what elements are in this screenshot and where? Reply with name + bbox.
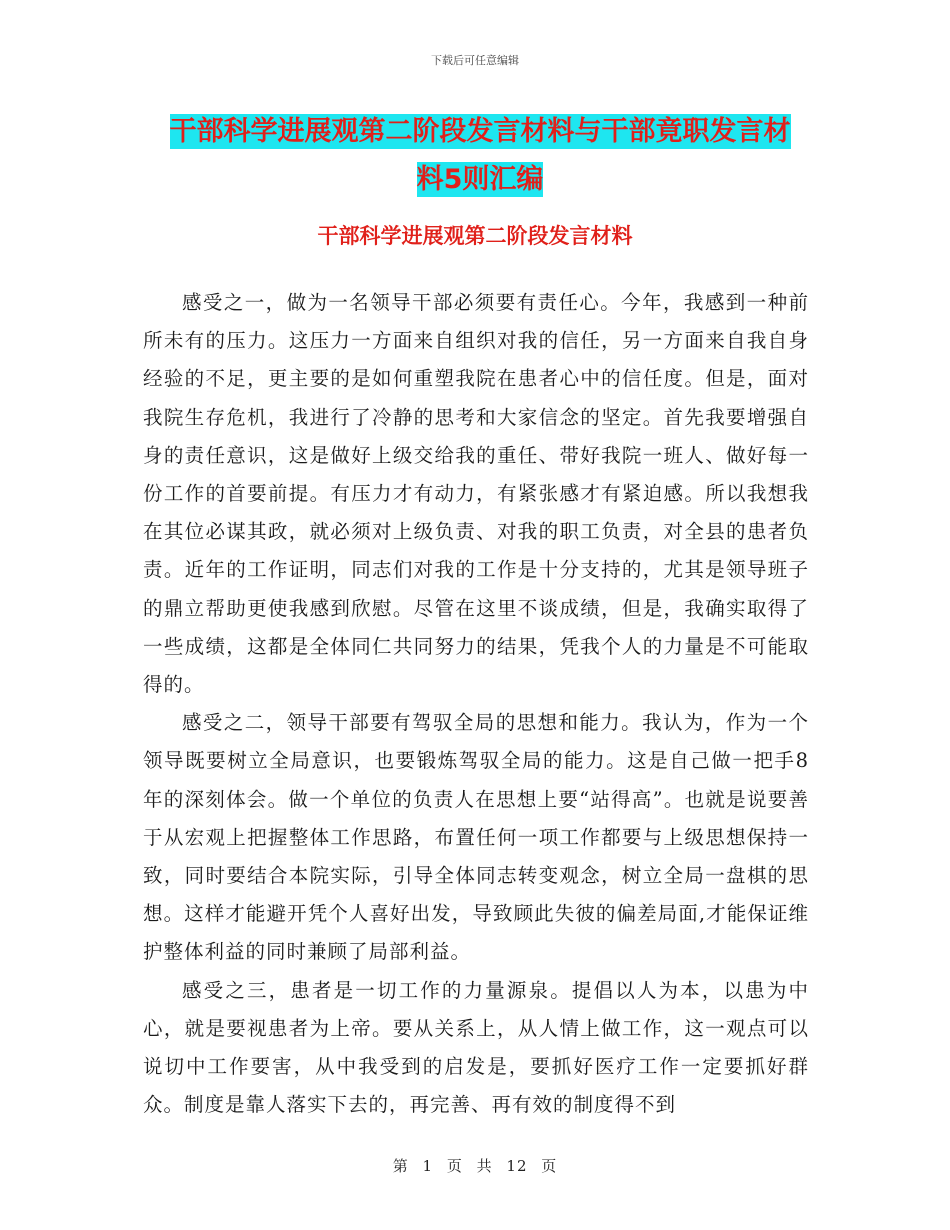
title-line-1: 干部科学进展观第二阶段发言材料与干部竟职发言材	[169, 116, 791, 147]
page-footer	[0, 1155, 950, 1176]
header-note: 下载后可任意编辑	[431, 54, 519, 67]
page-number: 1	[422, 1157, 434, 1175]
paragraph-3: 感受之三，患者是一切工作的力量源泉。提倡以人为本，以患为中心，就是要视患者为上帝。要从关系上，从人情上做工作，这一观点可以说切中工作要害，从中我受到的启发是，要抓好医疗工作一定要抓好群众。制度是靠人落实下去的，再完善、再有效的制度得不到	[143, 978, 809, 1117]
page-total: 12	[506, 1157, 528, 1175]
body-text	[143, 284, 809, 1124]
document-title	[150, 108, 810, 204]
footer-prefix: 第	[392, 1157, 409, 1175]
section-title: 干部科学进展观第二阶段发言材料	[317, 224, 633, 248]
footer-suffix: 页	[541, 1157, 558, 1175]
footer-total-word: 共	[476, 1157, 493, 1175]
title-line-2: 料5则汇编	[416, 164, 544, 195]
paragraph-1: 感受之一，做为一名领导干部必须要有责任心。今年，我感到一种前所未有的压力。这压力一方面来自组织对我的信任，另一方面来自我自身经验的不足，更主要的是如何重塑我院在患者心中的信任度。但是，面对我院生存危机，我进行了冷静的思考和大家信念的坚定。首先我要增强自身的责任意识，这是做好上级交给我的重任、带好我院一班人、做好每一份工作的首要前提。有压力才有动力，有紧张感才有紧迫感。所以我想我在其位必谋其政，就必须对上级负责、对我的职工负责，对全县的患者负责。近年的工作证明，同志们对我的工作是十分支持的，尤其是领导班子的鼎立帮助更使我感到欣慰。尽管在这里不谈成绩，但是，我确实取得了一些成绩，这都是全体同仁共同努力的结果，凭我个人的力量是不可能取得的。	[143, 291, 809, 697]
footer-page-word: 页	[446, 1157, 463, 1175]
paragraph-2: 感受之二，领导干部要有驾驭全局的思想和能力。我认为，作为一个领导既要树立全局意识，也要锻炼驾驭全局的能力。这是自己做一把手8年的深刻体会。做一个单位的负责人在思想上要“站得高”。也就是说要善于从宏观上把握整体工作思路，布置任何一项工作都要与上级思想保持一致，同时要结合本院实际，引导全体同志转变观念，树立全局一盘棋的思想。这样才能避开凭个人喜好出发，导致顾此失彼的偏差局面,才能保证维护整体利益的同时兼顾了局部利益。	[143, 711, 809, 964]
